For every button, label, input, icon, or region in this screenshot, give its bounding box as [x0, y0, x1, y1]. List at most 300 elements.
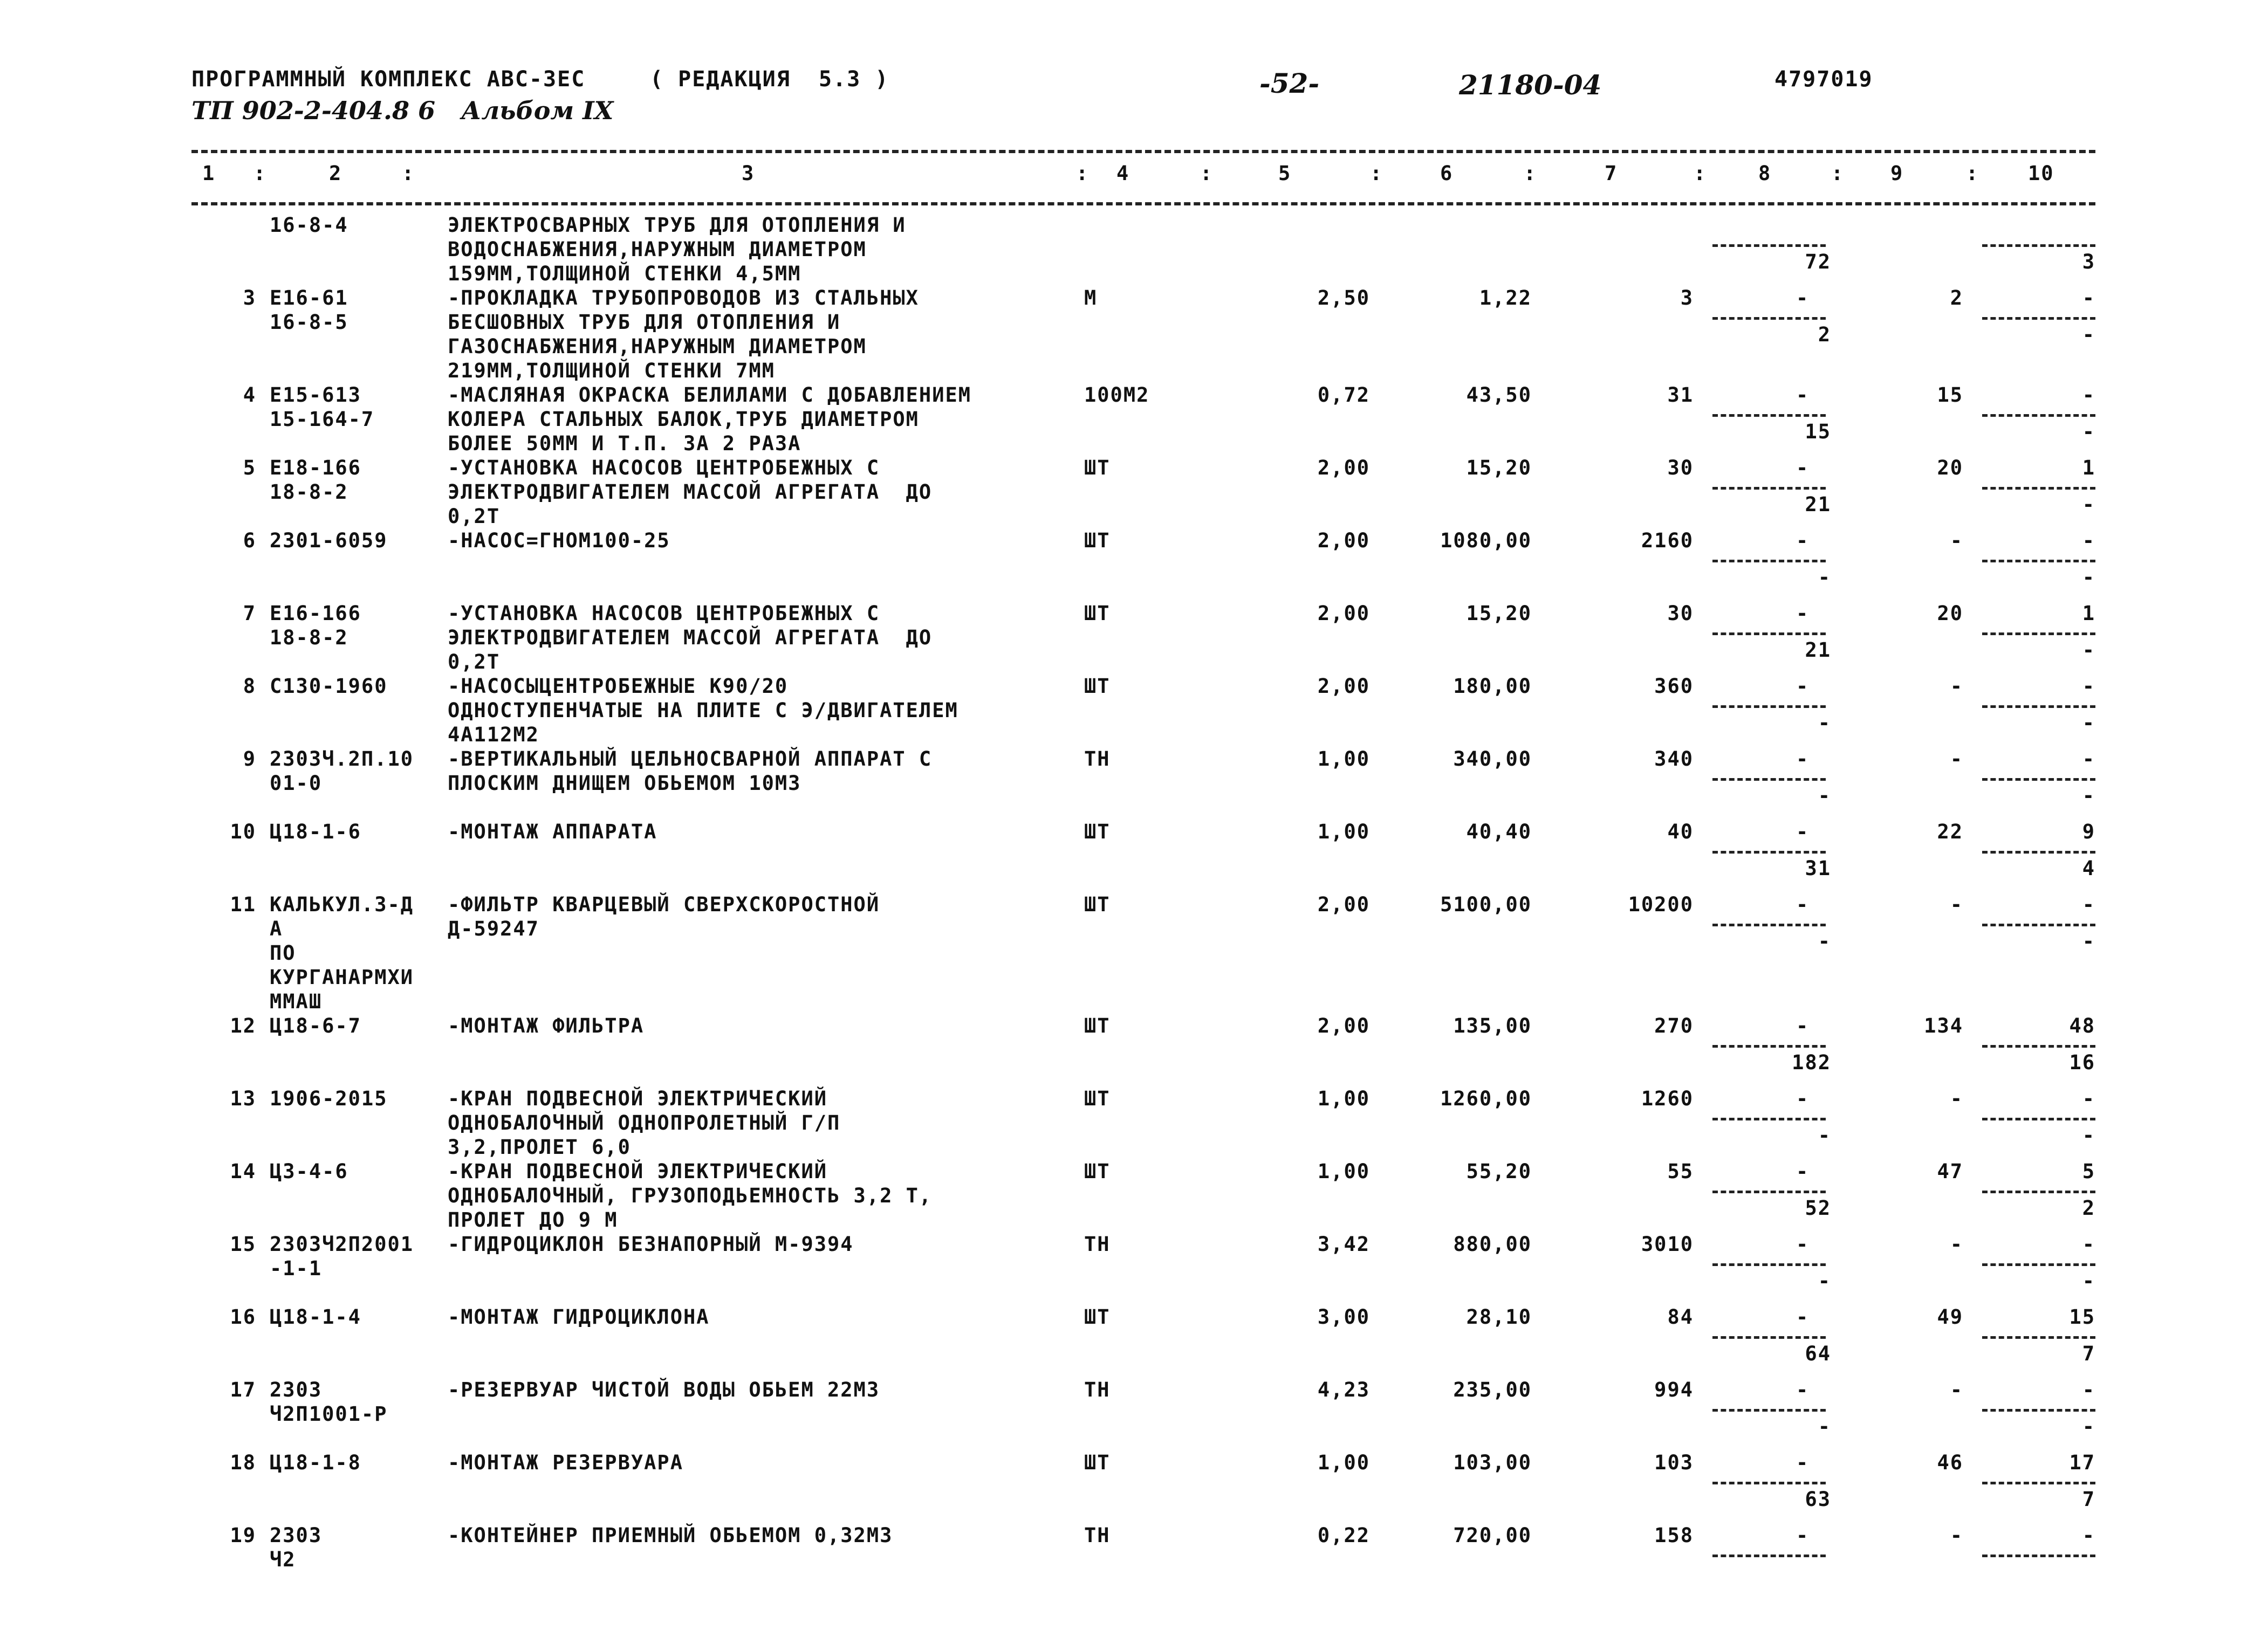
col8-top-value: - — [1796, 383, 1810, 407]
col10-divider — [1982, 487, 2095, 490]
work-name: -МОНТАЖ ГИДРОЦИКЛОНА — [448, 1305, 710, 1329]
resource-code: Ч2П1001-Р — [270, 1402, 388, 1426]
col9-cell: - — [1950, 529, 1963, 552]
col8-top-value: - — [1796, 1014, 1810, 1037]
work-name: Д-59247 — [448, 917, 539, 940]
col8-divider — [1712, 244, 1826, 247]
col8-top-value: - — [1796, 1160, 1810, 1183]
work-name: -РЕЗЕРВУАР ЧИСТОЙ ВОДЫ ОБЬЕМ 22М3 — [448, 1378, 880, 1401]
work-name: -ПРОКЛАДКА ТРУБОПРОВОДОВ ИЗ СТАЛЬНЫХ — [448, 286, 919, 310]
column-header: 6 — [1440, 162, 1454, 185]
column-header: 5 — [1278, 162, 1292, 185]
resource-code: ММАШ — [270, 990, 323, 1013]
col10-divider — [1982, 632, 2095, 635]
price-cell: 43,50 — [1466, 383, 1532, 407]
row-number: 19 — [230, 1524, 256, 1547]
col10-top-value: - — [2082, 893, 2095, 916]
table-top-rule — [191, 150, 2095, 153]
col8-divider — [1712, 705, 1826, 708]
column-header: 2 — [329, 162, 342, 185]
column-header: 3 — [742, 162, 755, 185]
work-name: -МОНТАЖ АППАРАТА — [448, 820, 657, 843]
col10-top-value: - — [2082, 529, 2095, 552]
col8-divider — [1712, 414, 1826, 417]
quantity-cell: 2,00 — [1317, 529, 1370, 552]
work-name: 159ММ,ТОЛЩИНОЙ СТЕНКИ 4,5ММ — [448, 262, 801, 285]
col10-bottom-value: 7 — [2082, 1488, 2095, 1511]
resource-code: 2303Ч2П2001 — [270, 1233, 414, 1256]
col9-cell: 20 — [1937, 456, 1963, 479]
col9-cell: 2 — [1950, 286, 1963, 310]
resource-code: 2303Ч.2П.10 — [270, 747, 414, 771]
col10-bottom-value: - — [2082, 1124, 2095, 1147]
col8-top-value: - — [1796, 1087, 1810, 1110]
col8-top-value: - — [1796, 820, 1810, 843]
col8-top-value: - — [1796, 1524, 1810, 1547]
price-cell: 40,40 — [1466, 820, 1532, 843]
work-name: 0,2Т — [448, 505, 501, 528]
col9-cell: - — [1950, 1087, 1963, 1110]
work-name: -КОНТЕЙНЕР ПРИЕМНЫЙ ОБЬЕМОМ 0,32М3 — [448, 1524, 893, 1547]
work-name: БОЛЕЕ 50ММ И Т.П. ЗА 2 РАЗА — [448, 432, 801, 455]
work-name: -ФИЛЬТР КВАРЦЕВЫЙ СВЕРХСКОРОСТНОЙ — [448, 893, 880, 916]
col8-top-value: - — [1796, 1451, 1810, 1474]
quantity-cell: 2,00 — [1317, 1014, 1370, 1037]
unit-cell: ШТ — [1084, 1014, 1111, 1037]
column-header: 1 — [202, 162, 216, 185]
resource-code: 18-8-2 — [270, 626, 348, 649]
column-header: 10 — [2028, 162, 2054, 185]
col8-bottom-value: 72 — [1805, 250, 1831, 273]
resource-code: Ц18-1-4 — [270, 1305, 361, 1329]
total-cell: 158 — [1654, 1524, 1694, 1547]
resource-code: 2303 — [270, 1378, 323, 1401]
col10-divider — [1982, 560, 2095, 562]
quantity-cell: 2,00 — [1317, 893, 1370, 916]
work-name: ВОДОСНАБЖЕНИЯ,НАРУЖНЫМ ДИАМЕТРОМ — [448, 238, 867, 261]
row-number: 15 — [230, 1233, 256, 1256]
resource-code: ПО — [270, 941, 296, 965]
quantity-cell: 2,00 — [1317, 675, 1370, 698]
quantity-cell: 2,00 — [1317, 602, 1370, 625]
work-name: -УСТАНОВКА НАСОСОВ ЦЕНТРОБЕЖНЫХ С — [448, 602, 880, 625]
column-header: 4 — [1116, 162, 1130, 185]
column-header: 9 — [1890, 162, 1904, 185]
col8-divider — [1712, 1118, 1826, 1120]
resource-code: КУРГАНАРМХИ — [270, 966, 414, 989]
col10-divider — [1982, 924, 2095, 926]
unit-cell: ШТ — [1084, 1305, 1111, 1329]
total-cell: 270 — [1654, 1014, 1694, 1037]
col8-divider — [1712, 1482, 1826, 1484]
row-number: 6 — [243, 529, 256, 552]
column-separator: : — [1694, 162, 1707, 185]
work-name: -МОНТАЖ ФИЛЬТРА — [448, 1014, 645, 1037]
col10-top-value: - — [2082, 675, 2095, 698]
col10-top-value: 48 — [2069, 1014, 2095, 1037]
col8-bottom-value: - — [1818, 566, 1831, 589]
col10-divider — [1982, 705, 2095, 708]
col10-top-value: 17 — [2069, 1451, 2095, 1474]
work-name: ГАЗОСНАБЖЕНИЯ,НАРУЖНЫМ ДИАМЕТРОМ — [448, 335, 867, 358]
col9-cell: - — [1950, 1378, 1963, 1401]
total-cell: 84 — [1667, 1305, 1694, 1329]
work-name: -УСТАНОВКА НАСОСОВ ЦЕНТРОБЕЖНЫХ С — [448, 456, 880, 479]
column-separator: : — [253, 162, 267, 185]
work-name: ОДНОСТУПЕНЧАТЫЕ НА ПЛИТЕ С Э/ДВИГАТЕЛЕМ — [448, 699, 958, 722]
price-cell: 135,00 — [1453, 1014, 1532, 1037]
row-number: 17 — [230, 1378, 256, 1401]
unit-cell: ТН — [1084, 747, 1111, 771]
column-separator: : — [1966, 162, 1979, 185]
col10-top-value: 15 — [2069, 1305, 2095, 1329]
total-cell: 3 — [1680, 286, 1694, 310]
unit-cell: 100М2 — [1084, 383, 1150, 407]
page-number: -52- — [1259, 67, 1320, 99]
column-separator: : — [402, 162, 415, 185]
row-number: 7 — [243, 602, 256, 625]
unit-cell: ТН — [1084, 1233, 1111, 1256]
col10-divider — [1982, 1482, 2095, 1484]
col10-top-value: - — [2082, 1233, 2095, 1256]
quantity-cell: 1,00 — [1317, 1087, 1370, 1110]
work-name: 219ММ,ТОЛЩИНОЙ СТЕНКИ 7ММ — [448, 359, 775, 382]
work-name: -ВЕРТИКАЛЬНЫЙ ЦЕЛЬНОСВАРНОЙ АППАРАТ С — [448, 747, 933, 771]
price-cell: 1080,00 — [1440, 529, 1532, 552]
quantity-cell: 4,23 — [1317, 1378, 1370, 1401]
resource-code: 01-0 — [270, 772, 323, 795]
price-cell: 880,00 — [1453, 1233, 1532, 1256]
col9-cell: - — [1950, 893, 1963, 916]
program-title: ПРОГРАММНЫЙ КОМПЛЕКС АВС-3ЕС — [191, 67, 586, 92]
column-separator: : — [1524, 162, 1537, 185]
resource-code: Е16-166 — [270, 602, 361, 625]
total-cell: 30 — [1667, 602, 1694, 625]
col10-top-value: - — [2082, 1378, 2095, 1401]
col8-bottom-value: - — [1818, 930, 1831, 953]
col8-bottom-value: - — [1818, 1124, 1831, 1147]
work-name: -МОНТАЖ РЕЗЕРВУАРА — [448, 1451, 683, 1474]
col10-bottom-value: - — [2082, 638, 2095, 662]
col8-top-value: - — [1796, 747, 1810, 771]
col10-bottom-value: 7 — [2082, 1342, 2095, 1365]
col8-divider — [1712, 487, 1826, 490]
unit-cell: ШТ — [1084, 675, 1111, 698]
work-name: 3,2,ПРОЛЕТ 6,0 — [448, 1136, 631, 1159]
col8-top-value: - — [1796, 893, 1810, 916]
quantity-cell: 3,00 — [1317, 1305, 1370, 1329]
col10-divider — [1982, 1118, 2095, 1120]
price-cell: 340,00 — [1453, 747, 1532, 771]
resource-code: Ц18-1-6 — [270, 820, 361, 843]
col10-top-value: - — [2082, 1087, 2095, 1110]
col10-bottom-value: - — [2082, 420, 2095, 443]
col8-divider — [1712, 1409, 1826, 1412]
col10-top-value: - — [2082, 1524, 2095, 1547]
quantity-cell: 1,00 — [1317, 820, 1370, 843]
col9-cell: 134 — [1924, 1014, 1963, 1037]
work-name: -НАСОСЫЦЕНТРОБЕЖНЫЕ К90/20 — [448, 675, 789, 698]
column-separator: : — [1370, 162, 1383, 185]
row-number: 10 — [230, 820, 256, 843]
col10-divider — [1982, 1045, 2095, 1048]
col8-bottom-value: 63 — [1805, 1488, 1831, 1511]
price-cell: 1260,00 — [1440, 1087, 1532, 1110]
col10-bottom-value: - — [2082, 930, 2095, 953]
col10-bottom-value: 16 — [2069, 1051, 2095, 1074]
work-name: ОДНОБАЛОЧНЫЙ ОДНОПРОЛЕТНЫЙ Г/П — [448, 1111, 841, 1134]
row-number: 14 — [230, 1160, 256, 1183]
col9-cell: - — [1950, 747, 1963, 771]
work-name: -КРАН ПОДВЕСНОЙ ЭЛЕКТРИЧЕСКИЙ — [448, 1160, 828, 1183]
unit-cell: ШТ — [1084, 456, 1111, 479]
quantity-cell: 1,00 — [1317, 1160, 1370, 1183]
col10-bottom-value: - — [2082, 323, 2095, 346]
row-number: 3 — [243, 286, 256, 310]
resource-code: 16-8-5 — [270, 311, 348, 334]
col8-bottom-value: - — [1818, 784, 1831, 807]
col8-bottom-value: 64 — [1805, 1342, 1831, 1365]
total-cell: 1260 — [1641, 1087, 1694, 1110]
work-name: -КРАН ПОДВЕСНОЙ ЭЛЕКТРИЧЕСКИЙ — [448, 1087, 828, 1110]
total-cell: 103 — [1654, 1451, 1694, 1474]
col8-bottom-value: 15 — [1805, 420, 1831, 443]
col10-top-value: - — [2082, 383, 2095, 407]
quantity-cell: 2,50 — [1317, 286, 1370, 310]
resource-code: Ч2 — [270, 1548, 296, 1571]
col8-divider — [1712, 851, 1826, 854]
price-cell: 15,20 — [1466, 602, 1532, 625]
col9-cell: 47 — [1937, 1160, 1963, 1183]
unit-cell: ШТ — [1084, 1087, 1111, 1110]
unit-cell: ШТ — [1084, 529, 1111, 552]
table-header-rule — [191, 202, 2095, 205]
col8-divider — [1712, 1263, 1826, 1266]
total-cell: 2160 — [1641, 529, 1694, 552]
unit-cell: ШТ — [1084, 602, 1111, 625]
col9-cell: 20 — [1937, 602, 1963, 625]
edition-label: ( РЕДАКЦИЯ 5.3 ) — [650, 67, 889, 92]
col8-top-value: - — [1796, 529, 1810, 552]
resource-code: 15-164-7 — [270, 408, 375, 431]
resource-code: Ц18-1-8 — [270, 1451, 361, 1474]
work-name: ПРОЛЕТ ДО 9 М — [448, 1208, 618, 1232]
col8-divider — [1712, 924, 1826, 926]
col8-divider — [1712, 317, 1826, 320]
document-number: 4797019 — [1774, 67, 1873, 92]
work-name: -НАСОС=ГНОМ100-25 — [448, 529, 670, 552]
col10-top-value: 9 — [2082, 820, 2095, 843]
resource-code: 1906-2015 — [270, 1087, 388, 1110]
work-name: ЭЛЕКТРОДВИГАТЕЛЕМ МАССОЙ АГРЕГАТА ДО — [448, 480, 933, 504]
total-cell: 30 — [1667, 456, 1694, 479]
col10-top-value: 1 — [2082, 456, 2095, 479]
unit-cell: ТН — [1084, 1524, 1111, 1547]
work-name: -ГИДРОЦИКЛОН БЕЗНАПОРНЫЙ М-9394 — [448, 1233, 854, 1256]
row-number: 13 — [230, 1087, 256, 1110]
col8-bottom-value: 52 — [1805, 1196, 1831, 1220]
col8-divider — [1712, 560, 1826, 562]
col10-divider — [1982, 317, 2095, 320]
col10-bottom-value: - — [2082, 711, 2095, 734]
col8-top-value: - — [1796, 1378, 1810, 1401]
col8-bottom-value: 21 — [1805, 493, 1831, 516]
row-number: 4 — [243, 383, 256, 407]
col10-bottom-value: - — [2082, 1415, 2095, 1438]
col10-top-value: 5 — [2082, 1160, 2095, 1183]
price-cell: 720,00 — [1453, 1524, 1532, 1547]
col9-cell: - — [1950, 675, 1963, 698]
quantity-cell: 3,42 — [1317, 1233, 1370, 1256]
row-number: 12 — [230, 1014, 256, 1037]
work-name: 0,2Т — [448, 650, 501, 673]
resource-code: 2301-6059 — [270, 529, 388, 552]
col10-divider — [1982, 1263, 2095, 1266]
row-number: 11 — [230, 893, 256, 916]
unit-cell: ШТ — [1084, 1160, 1111, 1183]
resource-code: А — [270, 917, 283, 940]
col10-bottom-value: - — [2082, 1269, 2095, 1292]
resource-code: Ц18-6-7 — [270, 1014, 361, 1037]
total-cell: 55 — [1667, 1160, 1694, 1183]
total-cell: 360 — [1654, 675, 1694, 698]
total-cell: 3010 — [1641, 1233, 1694, 1256]
quantity-cell: 1,00 — [1317, 747, 1370, 771]
col8-divider — [1712, 1191, 1826, 1193]
total-cell: 340 — [1654, 747, 1694, 771]
row-number: 5 — [243, 456, 256, 479]
resource-code: КАЛЬКУЛ.3-Д — [270, 893, 414, 916]
col8-top-value: - — [1796, 675, 1810, 698]
quantity-cell: 2,00 — [1317, 456, 1370, 479]
col10-divider — [1982, 244, 2095, 247]
work-name: ПЛОСКИМ ДНИЩЕМ ОБЬЕМОМ 10М3 — [448, 772, 801, 795]
price-cell: 55,20 — [1466, 1160, 1532, 1183]
work-name: БЕСШОВНЫХ ТРУБ ДЛЯ ОТОПЛЕНИЯ И — [448, 311, 841, 334]
document-code: 21180-04 — [1459, 69, 1602, 101]
col8-bottom-value: 21 — [1805, 638, 1831, 662]
row-number: 9 — [243, 747, 256, 771]
quantity-cell: 0,72 — [1317, 383, 1370, 407]
total-cell: 31 — [1667, 383, 1694, 407]
col10-divider — [1982, 778, 2095, 781]
resource-code: Е16-61 — [270, 286, 348, 310]
col9-cell: 49 — [1937, 1305, 1963, 1329]
work-name: ОДНОБАЛОЧНЫЙ, ГРУЗОПОДЬЕМНОСТЬ 3,2 Т, — [448, 1184, 933, 1207]
col8-bottom-value: - — [1818, 711, 1831, 734]
album-label: ТП 902-2-404.8 6 Альбом IX — [191, 96, 614, 125]
price-cell: 180,00 — [1453, 675, 1532, 698]
work-name: -МАСЛЯНАЯ ОКРАСКА БЕЛИЛАМИ С ДОБАВЛЕНИЕМ — [448, 383, 972, 407]
resource-code: 16-8-4 — [270, 214, 348, 237]
unit-cell: ТН — [1084, 1378, 1111, 1401]
price-cell: 103,00 — [1453, 1451, 1532, 1474]
col8-bottom-value: 31 — [1805, 857, 1831, 880]
column-separator: : — [1200, 162, 1214, 185]
resource-code: 2303 — [270, 1524, 323, 1547]
total-cell: 40 — [1667, 820, 1694, 843]
col9-cell: 15 — [1937, 383, 1963, 407]
resource-code: Е18-166 — [270, 456, 361, 479]
unit-cell: М — [1084, 286, 1098, 310]
col10-divider — [1982, 414, 2095, 417]
total-cell: 994 — [1654, 1378, 1694, 1401]
col10-bottom-value: - — [2082, 566, 2095, 589]
col8-divider — [1712, 1555, 1826, 1557]
col8-top-value: - — [1796, 1233, 1810, 1256]
quantity-cell: 0,22 — [1317, 1524, 1370, 1547]
unit-cell: ШТ — [1084, 893, 1111, 916]
price-cell: 15,20 — [1466, 456, 1532, 479]
col10-top-value: - — [2082, 286, 2095, 310]
col10-bottom-value: 2 — [2082, 1196, 2095, 1220]
col8-top-value: - — [1796, 1305, 1810, 1329]
work-name: ЭЛЕКТРОСВАРНЫХ ТРУБ ДЛЯ ОТОПЛЕНИЯ И — [448, 214, 906, 237]
work-name: ЭЛЕКТРОДВИГАТЕЛЕМ МАССОЙ АГРЕГАТА ДО — [448, 626, 933, 649]
col8-divider — [1712, 632, 1826, 635]
col8-divider — [1712, 778, 1826, 781]
price-cell: 28,10 — [1466, 1305, 1532, 1329]
quantity-cell: 1,00 — [1317, 1451, 1370, 1474]
col10-top-value: 1 — [2082, 602, 2095, 625]
col8-top-value: - — [1796, 602, 1810, 625]
col10-bottom-value: - — [2082, 784, 2095, 807]
col8-divider — [1712, 1045, 1826, 1048]
col8-top-value: - — [1796, 286, 1810, 310]
unit-cell: ШТ — [1084, 1451, 1111, 1474]
resource-code: Ц3-4-6 — [270, 1160, 348, 1183]
resource-code: -1-1 — [270, 1257, 323, 1280]
column-separator: : — [1076, 162, 1090, 185]
row-number: 18 — [230, 1451, 256, 1474]
unit-cell: ШТ — [1084, 820, 1111, 843]
col9-cell: - — [1950, 1233, 1963, 1256]
col10-divider — [1982, 851, 2095, 854]
col8-bottom-value: 2 — [1818, 323, 1831, 346]
col8-bottom-value: - — [1818, 1415, 1831, 1438]
col9-cell: 46 — [1937, 1451, 1963, 1474]
resource-code: 18-8-2 — [270, 480, 348, 504]
resource-code: Е15-613 — [270, 383, 361, 407]
row-number: 16 — [230, 1305, 256, 1329]
total-cell: 10200 — [1628, 893, 1694, 916]
col10-divider — [1982, 1555, 2095, 1557]
work-name: КОЛЕРА СТАЛЬНЫХ БАЛОК,ТРУБ ДИАМЕТРОМ — [448, 408, 919, 431]
col10-bottom-value: - — [2082, 493, 2095, 516]
col10-divider — [1982, 1191, 2095, 1193]
price-cell: 5100,00 — [1440, 893, 1532, 916]
row-number: 8 — [243, 675, 256, 698]
col10-bottom-value: 4 — [2082, 857, 2095, 880]
column-separator: : — [1831, 162, 1845, 185]
col8-bottom-value: - — [1818, 1269, 1831, 1292]
resource-code: С130-1960 — [270, 675, 388, 698]
work-name: 4А112М2 — [448, 723, 539, 746]
col10-divider — [1982, 1336, 2095, 1339]
col10-bottom-value: 3 — [2082, 250, 2095, 273]
price-cell: 235,00 — [1453, 1378, 1532, 1401]
col9-cell: - — [1950, 1524, 1963, 1547]
col8-divider — [1712, 1336, 1826, 1339]
price-cell: 1,22 — [1479, 286, 1532, 310]
col10-divider — [1982, 1409, 2095, 1412]
column-header: 7 — [1605, 162, 1618, 185]
col8-bottom-value: 182 — [1792, 1051, 1831, 1074]
col9-cell: 22 — [1937, 820, 1963, 843]
col8-top-value: - — [1796, 456, 1810, 479]
col10-top-value: - — [2082, 747, 2095, 771]
column-header: 8 — [1758, 162, 1772, 185]
